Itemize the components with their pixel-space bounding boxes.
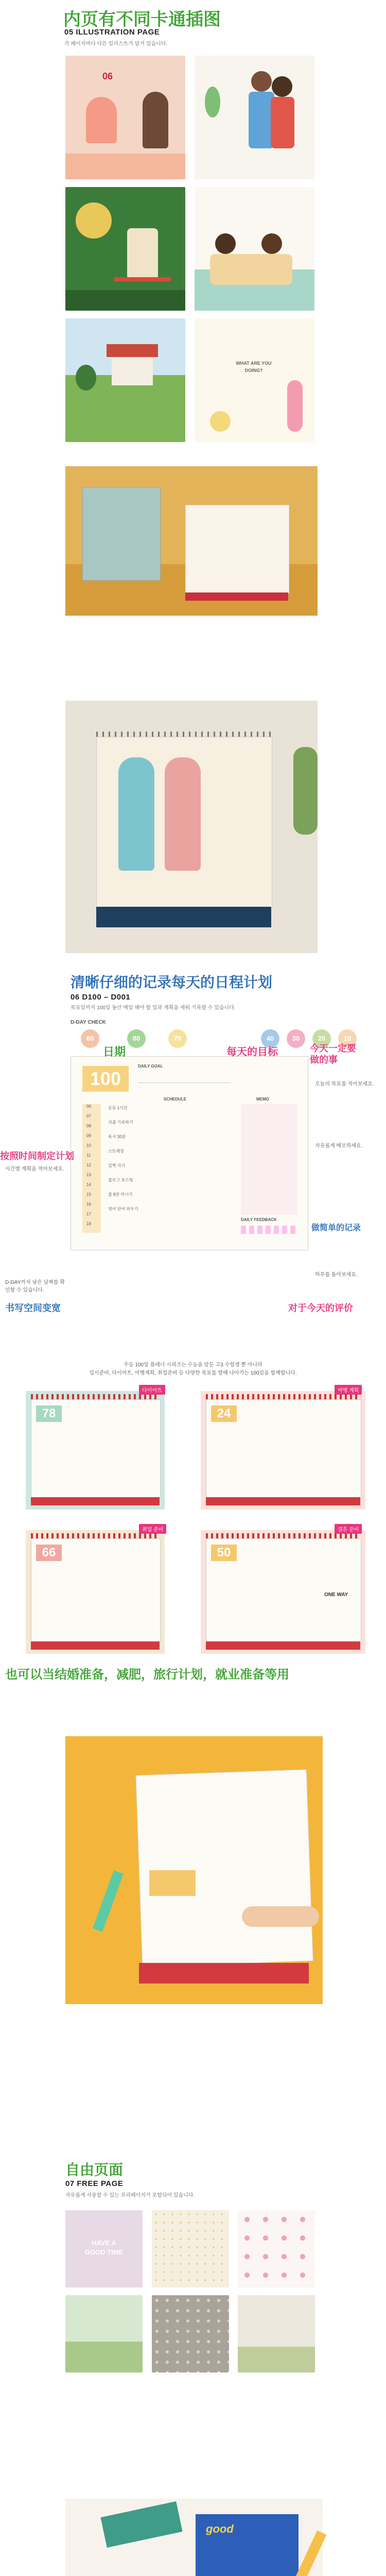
badge-wedding: 결혼 준비 xyxy=(335,1524,362,1534)
cover-book xyxy=(196,2514,299,2576)
note-goal: 오늘의 목표를 적어보세요. xyxy=(315,1081,374,1087)
note-dday: D-DAY까지 남은 날짜를 확인할 수 있습니다. xyxy=(5,1280,65,1293)
free-page-6 xyxy=(238,2295,315,2372)
schedule-label: SCHEDULE xyxy=(164,1097,187,1101)
badge-travel: 여행 계획 xyxy=(335,1385,362,1395)
dday-chip: 80 xyxy=(127,1029,146,1048)
usage-caption: 也可以当结婚准备，减肥，旅行计划，就业准备等用 xyxy=(5,1667,289,1682)
writing-photo xyxy=(0,1736,386,2009)
badge-job: 취업 준비 xyxy=(139,1524,166,1534)
plan-row: 독서 30분 xyxy=(108,1134,126,1139)
free-desc: 자유롭게 사용할 수 있는 프리페이지가 포함되어 있습니다. xyxy=(65,2193,195,2198)
note-time: 시간별 계획을 적어보세요. xyxy=(5,1166,64,1172)
plan-row: 스트레칭 xyxy=(108,1149,124,1154)
planner-sheet xyxy=(71,1056,308,1250)
dday-chip: 40 xyxy=(261,1029,279,1048)
planner-variant-diet xyxy=(26,1391,165,1510)
dday-chip: 30 xyxy=(287,1029,305,1048)
page-number: 06 xyxy=(102,71,113,81)
free-page-4 xyxy=(65,2295,143,2372)
free-page-5 xyxy=(152,2295,229,2372)
plan-rows xyxy=(105,1104,234,1233)
time-label: 17 xyxy=(86,1212,91,1216)
section-title-en: 05 ILLUSTRATION PAGE xyxy=(64,28,160,37)
speech-bubble: WHAT ARE YOU DOING? xyxy=(236,361,272,373)
dday-chip: 10 xyxy=(338,1029,357,1048)
free-page-3 xyxy=(238,2210,315,2287)
time-label: 15 xyxy=(86,1192,91,1197)
time-column xyxy=(82,1104,101,1233)
memo-area xyxy=(241,1104,297,1215)
illustration-page-6 xyxy=(195,318,314,442)
free-page-1 xyxy=(65,2210,143,2287)
usage-desc-2: 입시준비, 다이어트, 여행계획, 취업준비 등 다양한 목표를 향해 나아가는 100일을 함께합니다. xyxy=(89,1370,297,1376)
plan-row: 블로그 포스팅 xyxy=(108,1178,133,1182)
planner-desc: 목표일까지 100일 동안 매일 해야 할 일과 계획을 세워 기록할 수 있습니다. xyxy=(71,1005,236,1011)
time-label: 09 xyxy=(86,1133,91,1138)
planner-variant-wedding xyxy=(201,1530,365,1654)
time-label: 14 xyxy=(86,1182,91,1187)
dday-chip: 20 xyxy=(312,1029,331,1048)
callout-date: 日期 xyxy=(103,1046,126,1059)
time-label: 13 xyxy=(86,1173,91,1177)
illustration-page-1 xyxy=(65,56,185,179)
day-number: 78 xyxy=(36,1405,62,1422)
callout-evaluate: 对于今天的评价 xyxy=(288,1303,353,1314)
day-number: 50 xyxy=(211,1545,237,1561)
callout-must-do: 今天一定要做的事 xyxy=(310,1043,356,1065)
note-memo: 자유롭게 메모하세요. xyxy=(315,1143,363,1149)
section-desc: 각 페이지마다 다른 일러스트가 담겨 있습니다. xyxy=(64,41,168,47)
planner-title-en: 06 D100 – D001 xyxy=(71,993,131,1002)
note-feedback: 하루를 돌아보세요. xyxy=(315,1272,358,1278)
daily-feedback-label: DAILY FEEDBACK xyxy=(241,1217,277,1222)
free-title-cn: 自由页面 xyxy=(65,2161,124,2178)
time-label: 12 xyxy=(86,1163,91,1167)
time-label: 06 xyxy=(86,1104,91,1109)
dday-check-label: D-DAY CHECK xyxy=(71,1020,106,1025)
callout-daily-target: 每天的目标 xyxy=(226,1045,278,1058)
planner-title-cn: 清晰仔细的记录每天的日程计划 xyxy=(71,974,273,991)
plan-row: 영어 단어 외우기 xyxy=(108,1207,138,1211)
callout-time-plan: 按照时间制定计划 xyxy=(0,1151,74,1162)
daily-planner-section xyxy=(0,971,386,1358)
dday-chip: 70 xyxy=(168,1029,187,1048)
callout-simple-record: 做简单的记录 xyxy=(311,1223,361,1232)
calendar-elephant-page xyxy=(82,487,161,581)
time-label: 07 xyxy=(86,1114,91,1118)
section-title-cn: 内页有不同卡通插图 xyxy=(63,9,221,30)
calendar-couple-page xyxy=(185,505,289,594)
big-day-number: 100 xyxy=(82,1066,129,1092)
oneway-sign: ONE WAY xyxy=(324,1592,348,1598)
usage-desc-1: 우등 100일 플래너 시리즈는 수능을 앞둔 고3 수험생 뿐 아니라 xyxy=(124,1362,262,1368)
day-number: 66 xyxy=(36,1545,62,1561)
time-label: 18 xyxy=(86,1222,91,1226)
time-label: 16 xyxy=(86,1202,91,1207)
badge-diet: 다이어트 xyxy=(139,1385,165,1395)
illustration-page-3 xyxy=(65,187,185,311)
plan-row: 일찍 자기 xyxy=(108,1163,126,1168)
cover-text: good xyxy=(206,2522,234,2535)
illustration-page-4 xyxy=(195,187,314,311)
free-page-2 xyxy=(152,2210,229,2287)
callout-write-space: 书写空间变宽 xyxy=(5,1303,61,1314)
time-label: 08 xyxy=(86,1124,91,1128)
plan-row: 운동 1시간 xyxy=(108,1106,128,1110)
memo-label: MEMO xyxy=(256,1097,269,1101)
usage-section xyxy=(0,1360,386,1690)
daily-goal-label: DAILY GOAL xyxy=(138,1064,163,1069)
cover-photo xyxy=(0,2499,386,2576)
product-photo-2 xyxy=(0,701,386,958)
planner-variant-job xyxy=(26,1530,165,1654)
dday-chip: 60 xyxy=(81,1029,99,1048)
plan-row: 물 8잔 마시기 xyxy=(108,1192,133,1197)
free-page-section xyxy=(0,2159,386,2488)
product-photo-1 xyxy=(0,466,386,621)
time-label: 11 xyxy=(86,1153,91,1158)
illustration-page-5 xyxy=(65,318,185,442)
time-label: 10 xyxy=(86,1143,91,1148)
day-number: 24 xyxy=(211,1405,237,1422)
free-title-en: 07 FREE PAGE xyxy=(65,2179,124,2188)
free-page-text: HAVE A GOOD TIME xyxy=(84,2239,124,2256)
planner-variant-travel xyxy=(201,1391,365,1510)
illustration-page-2 xyxy=(195,56,314,179)
plan-row: 지출 기록하기 xyxy=(108,1120,133,1125)
illustration-section xyxy=(0,0,386,464)
